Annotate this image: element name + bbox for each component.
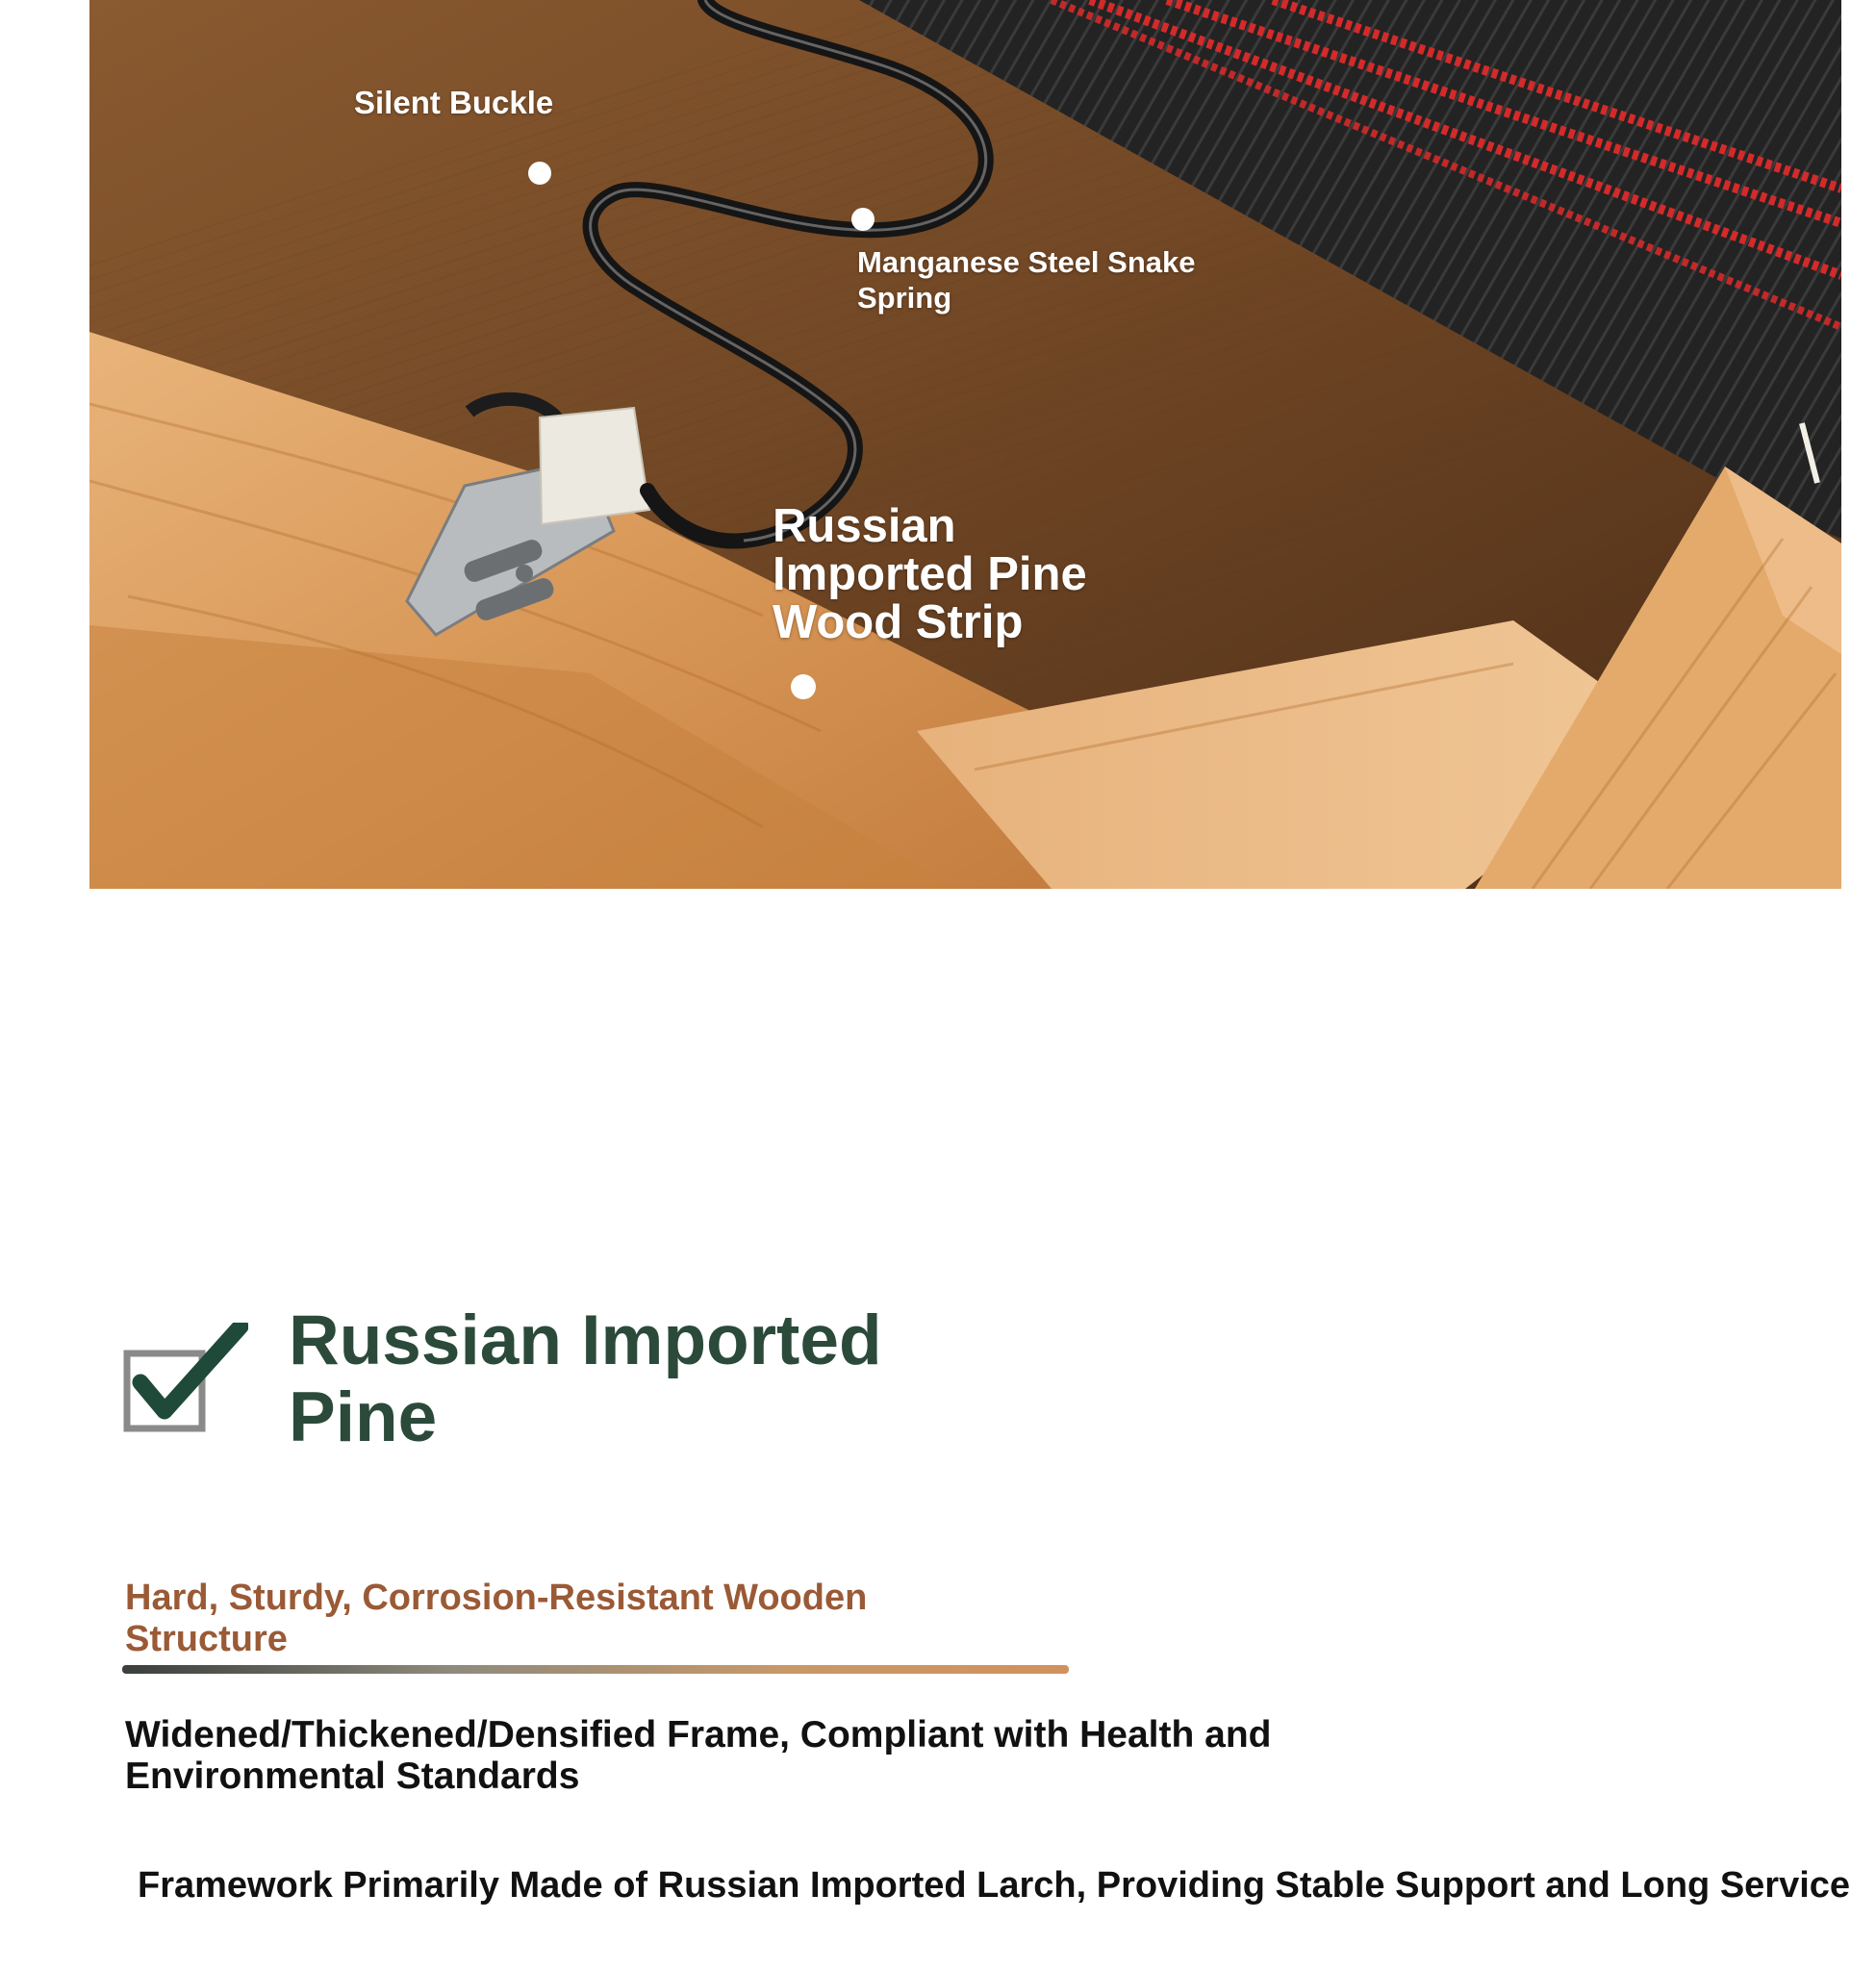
callout-dot-spring [851,208,875,231]
silent-buckle-clip [540,408,649,524]
callout-snake-spring: Manganese Steel Snake Spring [857,245,1196,315]
section-heading: Russian Imported Pine [289,1301,882,1456]
feature-text-larch: Framework Primarily Made of Russian Imported Larch, Providing Stable Support and Long Service [138,1865,1851,1906]
callout-dot-wood [791,674,816,699]
checkbox-check-icon [121,1323,248,1434]
subheading-underline [122,1665,1069,1674]
product-photo [89,0,1841,889]
section-subheading: Hard, Sturdy, Corrosion-Resistant Wooden Structure [125,1578,868,1659]
feature-text-frame: Widened/Thickened/Densified Frame, Compliant with Health and Environmental Standards [125,1714,1272,1797]
callout-dot-buckle [528,162,551,185]
callout-silent-buckle: Silent Buckle [354,85,554,120]
callout-wood-strip: Russian Imported Pine Wood Strip [773,500,1087,648]
